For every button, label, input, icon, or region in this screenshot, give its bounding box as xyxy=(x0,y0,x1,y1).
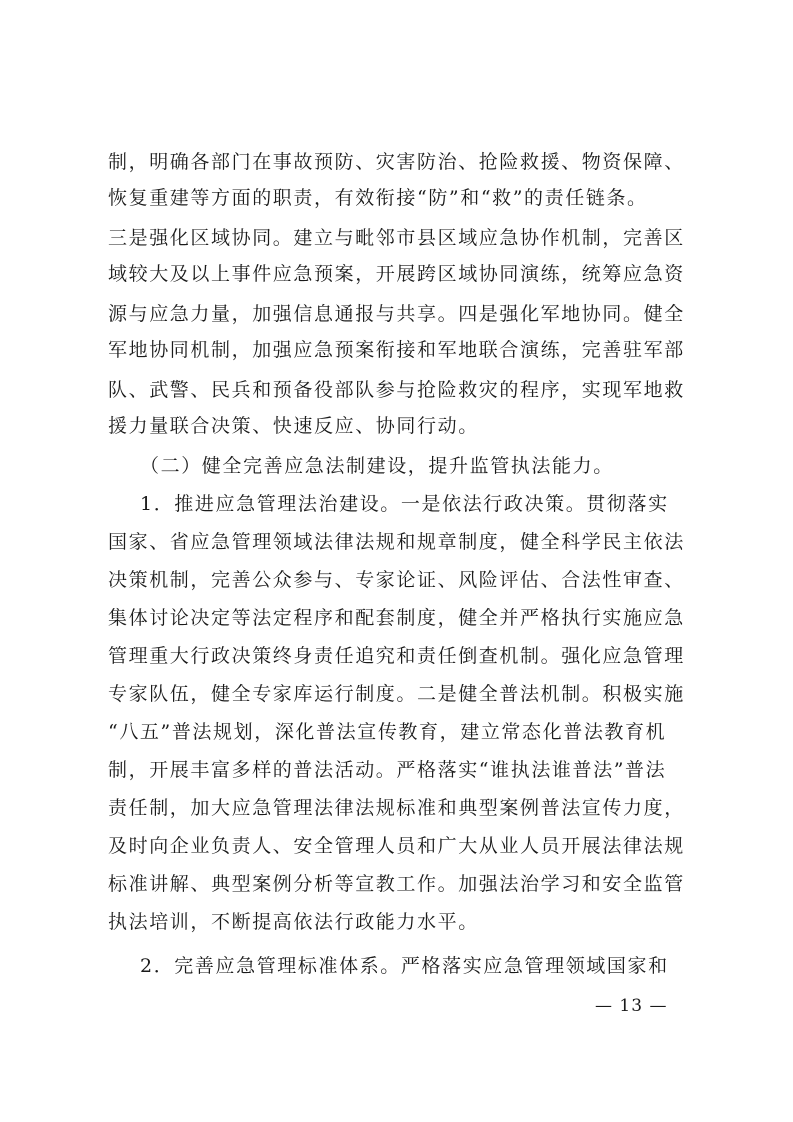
body-text-line: 制，开展丰富多样的普法活动。严格落实“谁执法谁普法”普法 xyxy=(108,759,667,781)
body-text-line: 执法培训，不断提高依法行政能力水平。 xyxy=(108,911,479,933)
body-text-line: 援力量联合决策、快速反应、协同行动。 xyxy=(108,415,479,437)
body-text-line: 制，明确各部门在事故预防、灾害防治、抢险救援、物资保障、 xyxy=(108,151,685,173)
body-text-line: 标准讲解、典型案例分析等宣教工作。加强法治学习和安全监管 xyxy=(108,873,685,895)
subsection-heading: 1．推进应急管理法治建设。一是依法行政决策。贯彻落实 xyxy=(140,493,669,515)
body-text-line: 三是强化区域协同。建立与毗邻市县区域应急协作机制，完善区 xyxy=(108,227,685,249)
body-text-line: 决策机制，完善公众参与、专家论证、风险评估、合法性审查、 xyxy=(108,569,685,591)
body-text-line: “八五”普法规划，深化普法宣传教育，建立常态化普法教育机 xyxy=(108,721,667,743)
body-text-line: 责任制，加大应急管理法律法规标准和典型案例普法宣传力度， xyxy=(108,797,685,819)
body-text-line: 域较大及以上事件应急预案，开展跨区域协同演练，统筹应急资 xyxy=(108,263,685,285)
body-text-line: 军地协同机制，加强应急预案衔接和军地联合演练，完善驻军部 xyxy=(108,339,685,361)
body-text-line: 国家、省应急管理领域法律法规和规章制度，健全科学民主依法 xyxy=(108,531,685,553)
page-number: — 13 — xyxy=(595,996,668,1016)
body-text-line: 专家队伍，健全专家库运行制度。二是健全普法机制。积极实施 xyxy=(108,683,685,705)
body-text-line: 恢复重建等方面的职责，有效衔接“防”和“救”的责任链条。 xyxy=(108,187,648,209)
section-heading: （二）健全完善应急法制建设，提升监管执法能力。 xyxy=(140,455,614,477)
body-text-line: 管理重大行政决策终身责任追究和责任倒查机制。强化应急管理 xyxy=(108,645,685,667)
body-text-line: 集体讨论决定等法定程序和配套制度，健全并严格执行实施应急 xyxy=(108,607,685,629)
body-text-line: 源与应急力量，加强信息通报与共享。四是强化军地协同。健全 xyxy=(108,303,685,325)
body-text-line: 及时向企业负责人、安全管理人员和广大从业人员开展法律法规 xyxy=(108,835,685,857)
body-text-line: 队、武警、民兵和预备役部队参与抢险救灾的程序，实现军地救 xyxy=(108,379,685,401)
subsection-heading: 2．完善应急管理标准体系。严格落实应急管理领域国家和 xyxy=(140,955,669,977)
